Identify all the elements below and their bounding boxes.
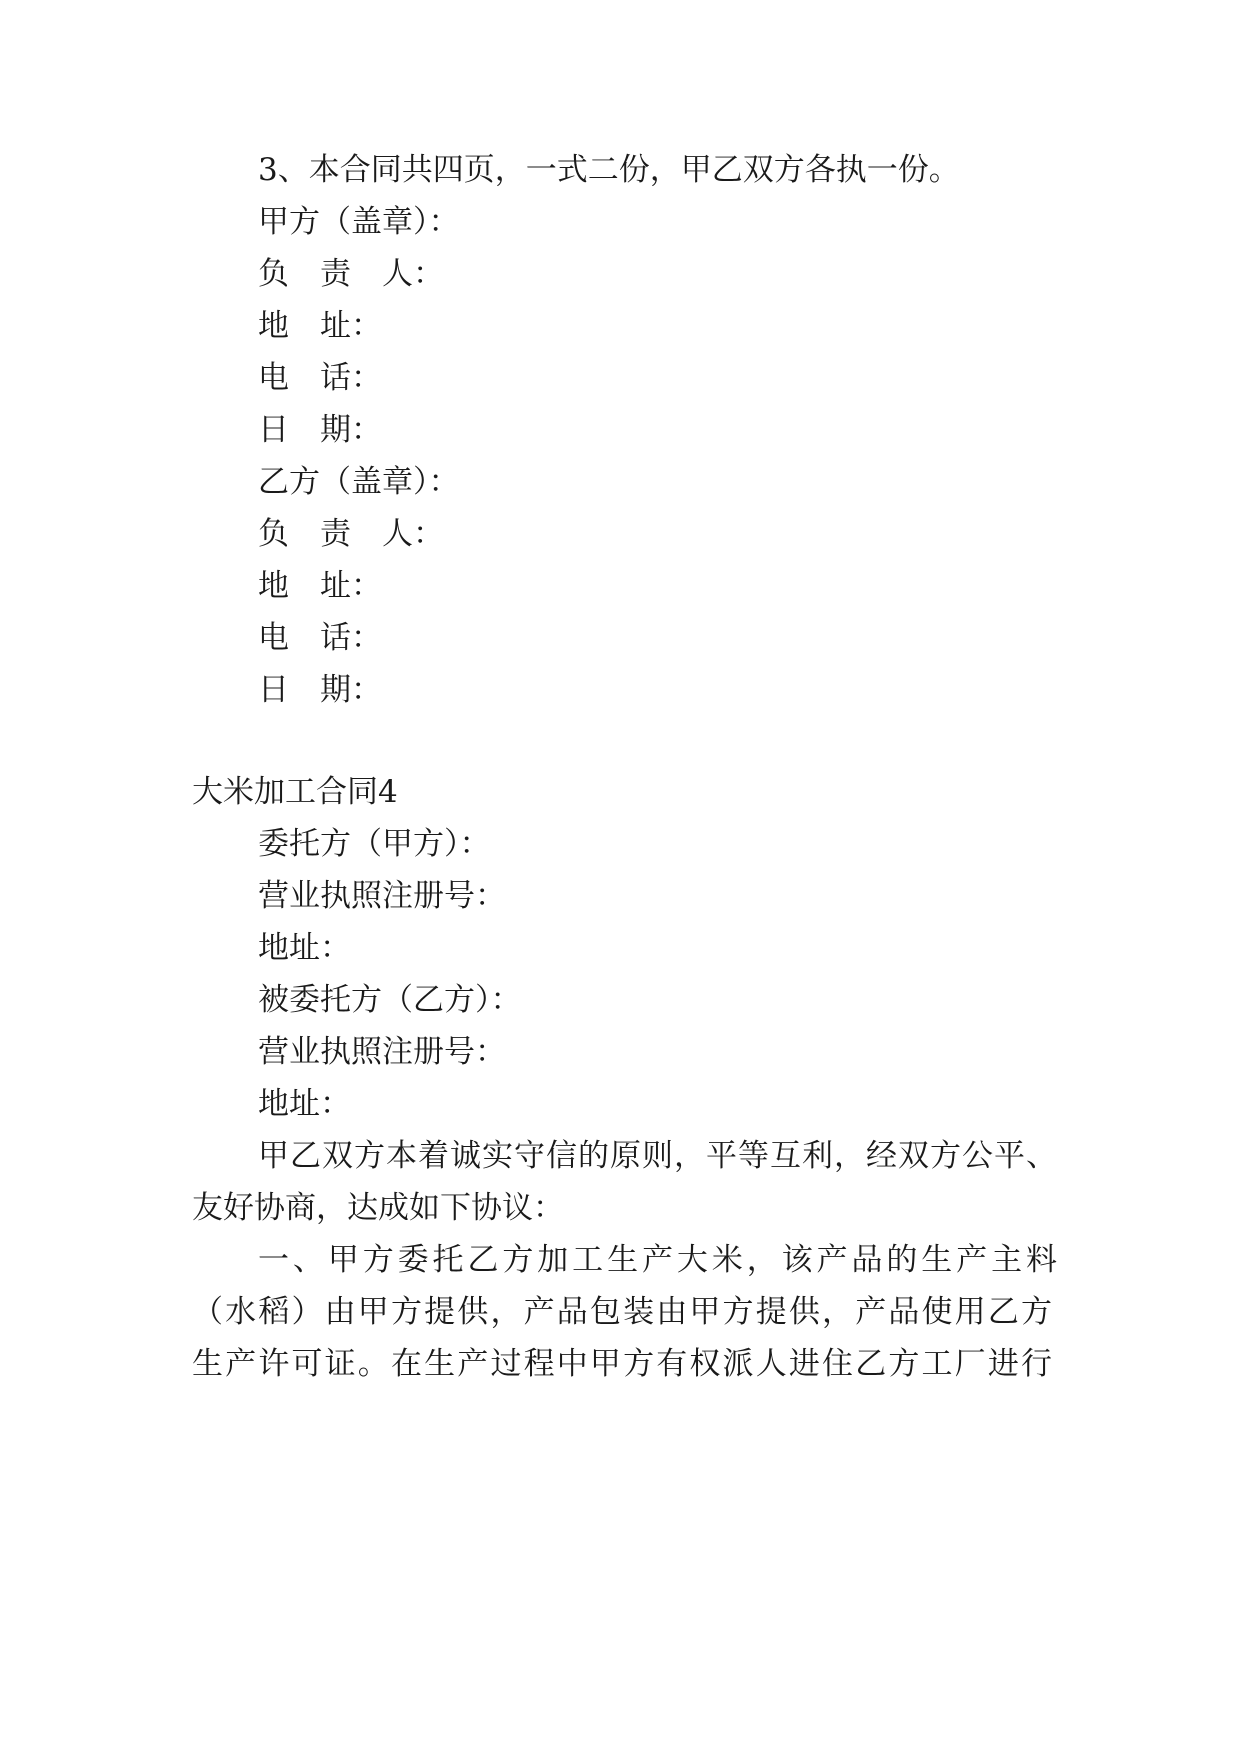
clause1-line3: 生产许可证。在生产过程中甲方有权派人进住乙方工厂进行	[192, 1346, 1052, 1382]
copies-clause: 3、本合同共四页，一式二份，甲乙双方各执一份。	[258, 152, 960, 188]
party-a-phone-label: 电 话：	[258, 360, 382, 396]
party-b-address-label: 地 址：	[258, 568, 382, 604]
contractor-license-label: 营业执照注册号：	[258, 1034, 506, 1070]
party-a-date-label: 日 期：	[258, 412, 382, 448]
party-b-phone-label: 电 话：	[258, 620, 382, 656]
contractor-label: 被委托方（乙方）：	[258, 982, 522, 1018]
client-license-label: 营业执照注册号：	[258, 878, 506, 914]
party-a-person-label: 负 责 人：	[258, 256, 444, 292]
clause1-line2: （水稻）由甲方提供，产品包装由甲方提供，产品使用乙方	[192, 1294, 1052, 1330]
clause1-line1: 一、甲方委托乙方加工生产大米，该产品的生产主料	[258, 1242, 1057, 1278]
party-b-seal-label: 乙方（盖章）：	[258, 464, 460, 500]
contractor-address-label: 地址：	[258, 1086, 351, 1122]
intro-paragraph-line1: 甲乙双方本着诚实守信的原则，平等互利，经双方公平、	[258, 1138, 1057, 1174]
party-b-person-label: 负 责 人：	[258, 516, 444, 552]
client-address-label: 地址：	[258, 930, 351, 966]
section-title: 大米加工合同4	[192, 774, 398, 810]
client-label: 委托方（甲方）：	[258, 826, 491, 862]
party-a-address-label: 地 址：	[258, 308, 382, 344]
intro-paragraph-line2: 友好协商，达成如下协议：	[192, 1190, 564, 1226]
party-b-date-label: 日 期：	[258, 672, 382, 708]
party-a-seal-label: 甲方（盖章）：	[258, 204, 460, 240]
